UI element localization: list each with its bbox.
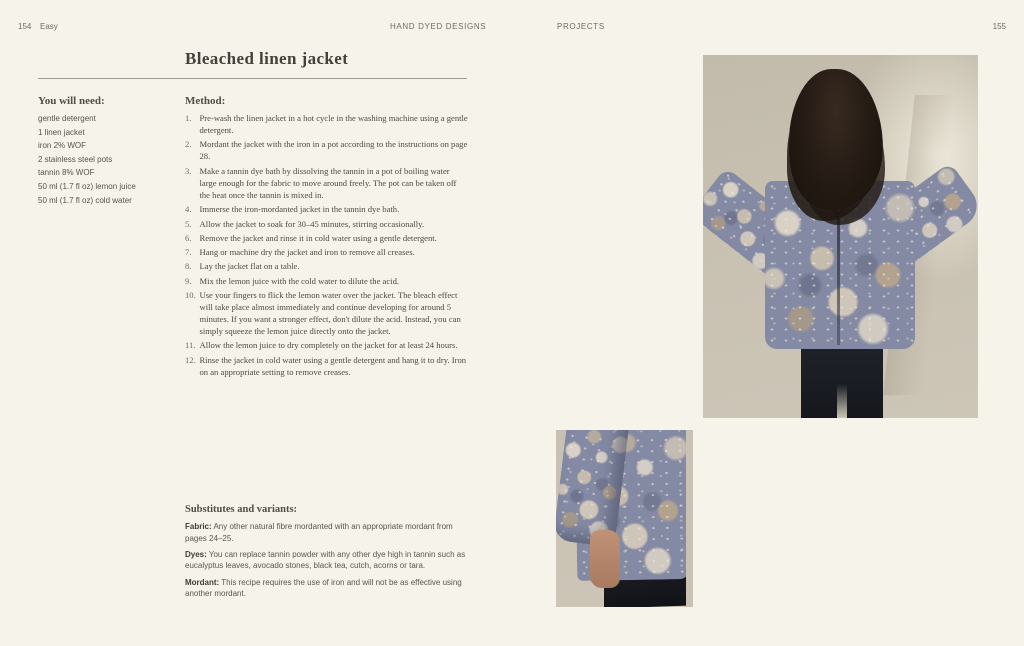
materials-list [38, 112, 178, 207]
you-will-need-heading: You will need: [38, 95, 105, 107]
method-step: Immerse the iron-mordanted jacket in the tannin dye bath. [199, 204, 400, 215]
title-divider [38, 78, 467, 79]
method-step: Mix the lemon juice with the cold water to dilute the acid. [199, 275, 400, 286]
book-title: HAND DYED DESIGNS [390, 22, 487, 31]
substitute-label: Mordant: [185, 577, 220, 587]
method-step: Allow the lemon juice to dry completely on the jacket for at least 24 hours. [199, 340, 458, 351]
method-step: Hang or machine dry the jacket and iron to remove all creases. [199, 247, 415, 258]
material-item: iron 2% WOF [38, 141, 87, 151]
method-steps [185, 112, 468, 380]
substitute-text: You can replace tannin powder with any other dye high in tannin such as eucalyptus leaves, avocado stones, black tea, cutch, acorns or tara. [185, 549, 466, 571]
method-step: Mordant the jacket with the iron in a pot according to the instructions on page 28. [199, 139, 468, 162]
method-step: Allow the jacket to soak for 30–45 minutes, stirring occasionally. [199, 218, 425, 229]
method-heading: Method: [185, 95, 226, 107]
substitute-label: Fabric: [185, 522, 212, 531]
article-title: Bleached linen jacket [185, 49, 349, 68]
method-step: Make a tannin dye bath by dissolving the tannin in a pot of boiling water large enough for the fabric to move around freely. The pot can be taken off the heat once the tannin is mixed in. [199, 165, 457, 200]
material-item: 2 stainless steel pots [38, 154, 113, 164]
section-label: PROJECTS [557, 22, 605, 31]
substitutes-heading: Substitutes and variants: [185, 504, 298, 515]
method-step: Use your fingers to flick the lemon water over the jacket. The bleach effect will take place almost immediately and continue developing for around 5 minutes. If you want a stronger effect, don't dilute the acid. Instead, you can simply squeeze the lemon juice directly onto the jacket. [199, 289, 461, 337]
substitute-text: Any other natural fibre mordanted with an appropriate mordant from pages 24–25. [185, 522, 453, 543]
jacket-placket [837, 215, 840, 345]
page-number-right: 155 [992, 22, 1006, 31]
material-item: 50 ml (1.7 fl oz) cold water [38, 195, 132, 205]
detail-wall-sliver [686, 430, 693, 607]
substitute-text: This recipe requires the use of iron and will not be as effective using another mordant. [185, 577, 462, 599]
detail-hand [590, 530, 620, 588]
method-step: Rinse the jacket in cold water using a gentle detergent and hang it to dry. Iron on an appropriate setting to remove creases. [199, 354, 467, 377]
detail-photo [556, 430, 693, 607]
model-hair [789, 69, 883, 211]
running-header [0, 22, 1024, 34]
material-item: 50 ml (1.7 fl oz) lemon juice [38, 181, 136, 191]
material-item: tannin 8% WOF [38, 168, 95, 178]
substitute-entry [185, 521, 475, 544]
main-photo [703, 55, 978, 418]
method-step: Pre-wash the linen jacket in a hot cycle in the washing machine using a gentle detergent. [199, 113, 468, 136]
substitutes-block [185, 521, 475, 604]
substitute-entry [185, 577, 475, 600]
difficulty-label: Easy [40, 22, 58, 31]
substitute-label: Dyes: [185, 549, 207, 559]
page-number-left: 154 [18, 22, 32, 31]
method-step: Remove the jacket and rinse it in cold water using a gentle detergent. [199, 232, 437, 243]
material-item: gentle detergent [38, 114, 96, 123]
substitute-entry [185, 549, 475, 572]
material-item: 1 linen jacket [38, 127, 85, 137]
method-step: Lay the jacket flat on a table. [199, 261, 300, 272]
